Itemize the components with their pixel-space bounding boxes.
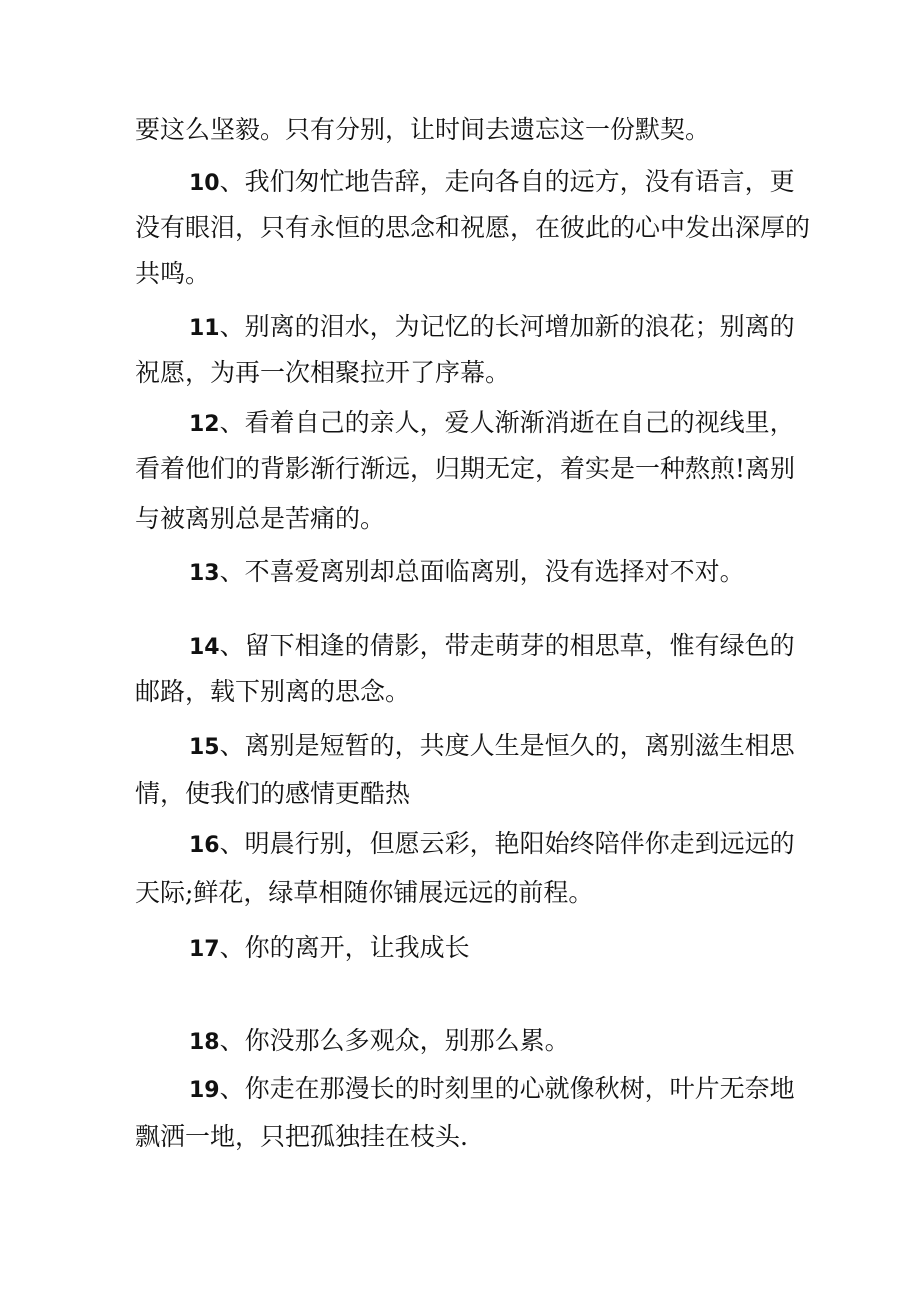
item-number: 17 bbox=[189, 937, 220, 962]
list-item-12-line-3 bbox=[0, 503, 920, 535]
item-text: 、别离的泪水，为记忆的长河增加新的浪花；别离的 bbox=[219, 312, 795, 341]
list-item-10-line-3 bbox=[0, 258, 920, 290]
item-text: 、不喜爱离别却总面临离别，没有选择对不对。 bbox=[219, 557, 745, 586]
list-item-11-line-2 bbox=[0, 357, 920, 389]
item-text: 、明晨行别，但愿云彩，艳阳始终陪伴你走到远远的 bbox=[219, 829, 795, 858]
item-text: 、离别是短暂的，共度人生是恒久的，离别滋生相思 bbox=[219, 731, 795, 760]
list-item-19-line-2 bbox=[0, 1121, 920, 1153]
item-number: 18 bbox=[189, 1030, 220, 1055]
list-item-16-line-1 bbox=[0, 828, 920, 862]
list-item-16-line-2 bbox=[0, 877, 920, 909]
item-text: 没有眼泪，只有永恒的思念和祝愿，在彼此的心中发出深厚的 bbox=[135, 213, 811, 242]
item-text: 看着他们的背影渐行渐远，归期无定，着实是一种熬煎!离别 bbox=[135, 454, 796, 483]
item-number: 14 bbox=[189, 635, 220, 660]
list-item-12-line-1 bbox=[0, 407, 920, 441]
list-item-15-line-1 bbox=[0, 730, 920, 764]
item-number: 16 bbox=[189, 833, 220, 858]
item-text: 、我们匆忙地告辞，走向各自的远方，没有语言，更 bbox=[219, 167, 795, 196]
item-text: 、你的离开，让我成长 bbox=[219, 933, 470, 962]
list-item-18-line-1 bbox=[0, 1025, 920, 1059]
list-item-13-line-1 bbox=[0, 556, 920, 590]
item-number: 11 bbox=[189, 316, 220, 341]
item-number: 13 bbox=[189, 561, 220, 586]
item-text: 天际;鲜花，绿草相随你铺展远远的前程。 bbox=[135, 878, 594, 907]
item-text: 祝愿，为再一次相聚拉开了序幕。 bbox=[135, 358, 511, 387]
list-item-15-line-2 bbox=[0, 778, 920, 810]
item-number: 10 bbox=[189, 171, 220, 196]
item-number: 12 bbox=[189, 412, 220, 437]
item-text: 与被离别总是苦痛的。 bbox=[135, 504, 386, 533]
list-item-10-line-1 bbox=[0, 166, 920, 200]
list-item-14-line-1 bbox=[0, 630, 920, 664]
item-text: 飘洒一地，只把孤独挂在枝头. bbox=[135, 1122, 468, 1151]
list-item-12-line-2 bbox=[0, 453, 920, 485]
item-text: 共鸣。 bbox=[135, 259, 211, 288]
intro-line bbox=[0, 114, 920, 146]
item-text: 情，使我们的感情更酷热 bbox=[135, 779, 411, 808]
item-text: 、你走在那漫长的时刻里的心就像秋树，叶片无奈地 bbox=[219, 1074, 795, 1103]
list-item-10-line-2 bbox=[0, 212, 920, 244]
item-text: 邮路，载下别离的思念。 bbox=[135, 677, 411, 706]
list-item-14-line-2 bbox=[0, 676, 920, 708]
intro-text: 要这么坚毅。只有分别，让时间去遗忘这一份默契。 bbox=[135, 115, 711, 144]
item-text: 、留下相逢的倩影，带走萌芽的相思草，惟有绿色的 bbox=[219, 631, 795, 660]
list-item-19-line-1 bbox=[0, 1073, 920, 1107]
item-text: 、看着自己的亲人，爱人渐渐消逝在自己的视线里， bbox=[219, 408, 795, 437]
list-item-17-line-1 bbox=[0, 932, 920, 966]
item-text: 、你没那么多观众，别那么累。 bbox=[219, 1026, 570, 1055]
item-number: 15 bbox=[189, 735, 220, 760]
list-item-11-line-1 bbox=[0, 311, 920, 345]
item-number: 19 bbox=[189, 1078, 220, 1103]
